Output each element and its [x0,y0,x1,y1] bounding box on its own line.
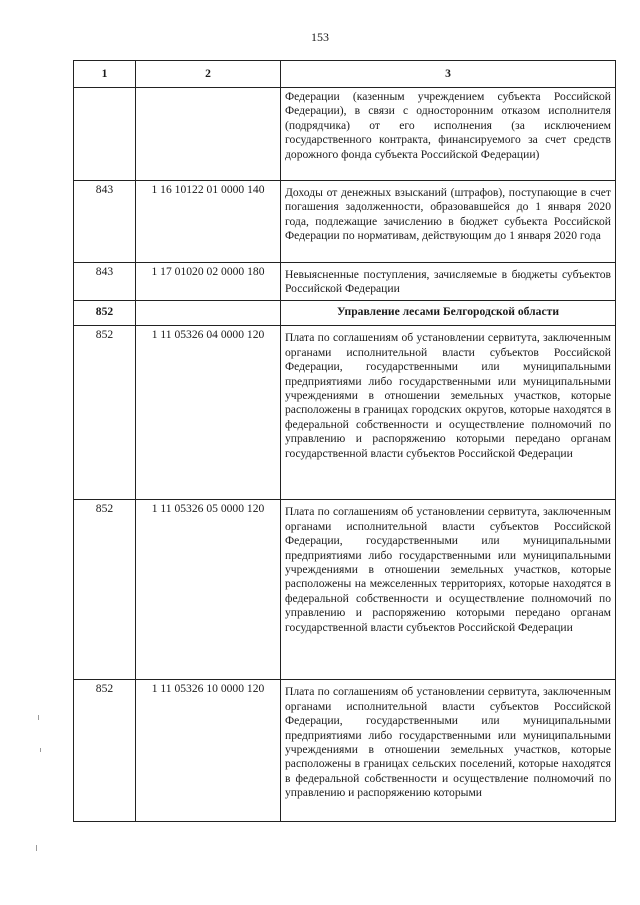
column-header-1: 1 [74,61,136,88]
description-cell: Плата по соглашениям об установлении сервитута, заключенным органами исполнительной власти субъектов Российской Федерации, государственными или муниципальными предприятиями либо государственными или муниципальными учреждениями в отношении земельных участков, которые расположены на межселенных территориях, которые находятся в федеральной собственности и осуществление полномочий по управлению и распоряжению которыми передано органам государственной власти субъектов Российской Федерации [281,500,616,680]
table-row [74,88,616,181]
description-cell: Невыясненные поступления, зачисляемые в бюджеты субъектов Российской Федерации [281,263,616,301]
section-header-row [74,301,616,326]
description-cell: Плата по соглашениям об установлении сервитута, заключенным органами исполнительной власти субъектов Российской Федерации, государственными или муниципальными предприятиями либо государственными или муниципальными учреждениями в отношении земельных участков, которые расположены в границах сельских поселений, которые находятся в федеральной собственности и осуществление полномочий по управлению и распоряжению которыми [281,680,616,822]
revenue-code-cell: 1 17 01020 02 0000 180 [136,263,281,301]
admin-code-cell: 852 [74,680,136,822]
admin-code-cell: 843 [74,263,136,301]
admin-code-cell [74,88,136,181]
table-row [74,263,616,301]
table-row [74,500,616,680]
scan-edge-mark [36,845,37,851]
admin-code-cell: 843 [74,181,136,263]
revenue-codes-table [73,60,616,822]
revenue-code-cell: 1 11 05326 04 0000 120 [136,326,281,500]
page-number: 153 [311,30,329,44]
column-header-2: 2 [136,61,281,88]
description-cell: Плата по соглашениям об установлении сервитута, заключенным органами исполнительной власти субъектов Российской Федерации, государственными или муниципальными предприятиями либо государственными или муниципальными учреждениями в отношении земельных участков, которые расположены в границах городских округов, которые находятся в федеральной собственности и осуществление полномочий по управлению и распоряжению которыми передано органам государственной власти субъектов Российской Федерации [281,326,616,500]
table-row [74,326,616,500]
scan-edge-mark [40,748,41,752]
table-header-row [74,61,616,88]
admin-code-cell: 852 [74,326,136,500]
table-row [74,181,616,263]
revenue-code-cell [136,301,281,326]
description-cell: Федерации (казенным учреждением субъекта Российской Федерации), в связи с односторонним отказом исполнителя (подрядчика) от его исполнения (за исключением государственного контракта, финансируемого за счет средств дорожного фонда субъекта Российской Федерации) [281,88,616,181]
admin-code-cell: 852 [74,500,136,680]
revenue-code-cell: 1 11 05326 10 0000 120 [136,680,281,822]
description-cell: Доходы от денежных взысканий (штрафов), поступающие в счет погашения задолженности, образовавшейся до 1 января 2020 года, подлежащие зачислению в бюджет субъекта Российской Федерации по нормативам, действующим до 1 января 2020 года [281,181,616,263]
revenue-code-cell [136,88,281,181]
section-title: Управление лесами Белгородской области [281,301,616,326]
admin-code-cell: 852 [74,301,136,326]
column-header-3: 3 [281,61,616,88]
revenue-code-cell: 1 11 05326 05 0000 120 [136,500,281,680]
table-row [74,680,616,822]
revenue-code-cell: 1 16 10122 01 0000 140 [136,181,281,263]
scan-edge-mark [38,715,39,720]
